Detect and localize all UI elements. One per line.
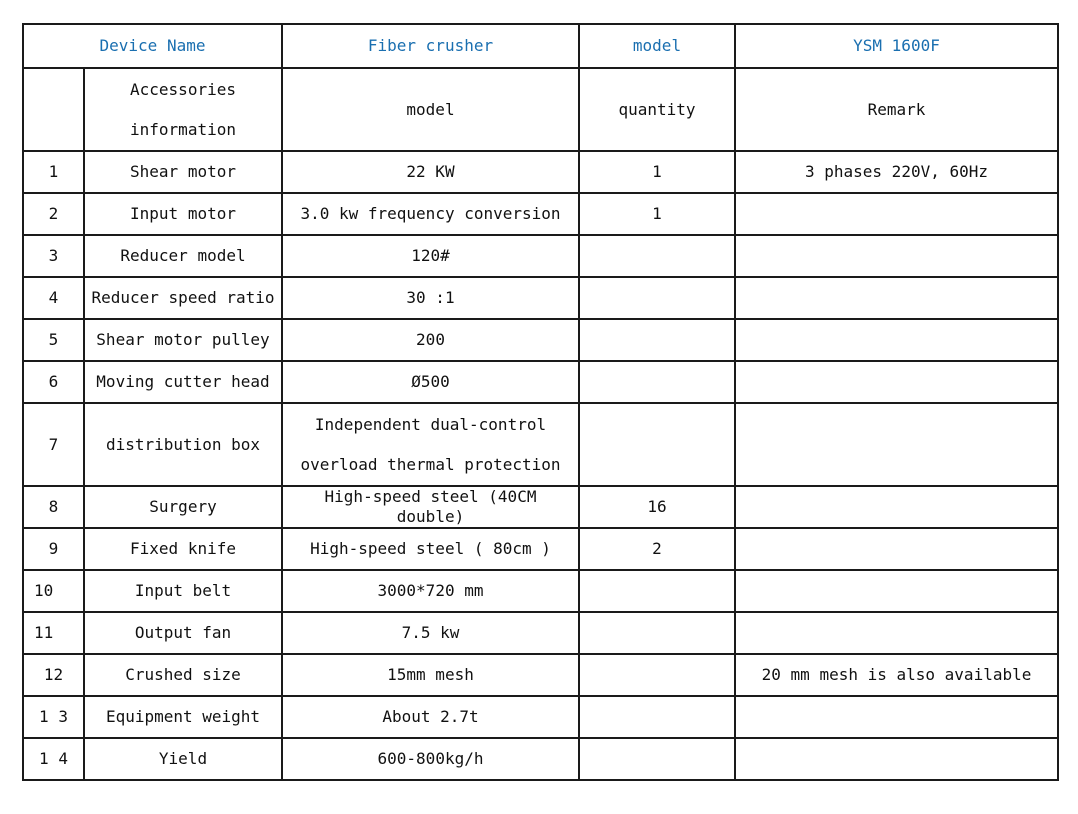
subheader-row xyxy=(23,68,1058,151)
row-item: Yield xyxy=(84,738,282,780)
row-model: 15mm mesh xyxy=(282,654,579,696)
row-quantity xyxy=(579,738,735,780)
row-number: 10 xyxy=(23,570,84,612)
table-row xyxy=(23,570,1058,612)
row-number: 1 xyxy=(23,151,84,193)
row-quantity: 1 xyxy=(579,193,735,235)
row-quantity xyxy=(579,319,735,361)
row-remark xyxy=(735,696,1058,738)
table-row xyxy=(23,151,1058,193)
row-model: 22 KW xyxy=(282,151,579,193)
spec-table xyxy=(22,23,1059,781)
row-number: 4 xyxy=(23,277,84,319)
row-item: Reducer model xyxy=(84,235,282,277)
row-item: Crushed size xyxy=(84,654,282,696)
row-model: 600-800kg/h xyxy=(282,738,579,780)
row-quantity xyxy=(579,612,735,654)
row-model: Ø500 xyxy=(282,361,579,403)
row-item: Equipment weight xyxy=(84,696,282,738)
row-quantity xyxy=(579,403,735,486)
row-number: 7 xyxy=(23,403,84,486)
number-header xyxy=(23,68,84,151)
row-item: distribution box xyxy=(84,403,282,486)
row-model: 30 :1 xyxy=(282,277,579,319)
row-quantity: 2 xyxy=(579,528,735,570)
row-remark xyxy=(735,486,1058,528)
row-model: High-speed steel (40CM double) xyxy=(282,486,579,528)
model-label: model xyxy=(579,24,735,68)
row-model: 3000*720 mm xyxy=(282,570,579,612)
device-name-label: Device Name xyxy=(23,24,282,68)
accessories-header-line1: Accessories xyxy=(130,79,236,99)
row-remark: 3 phases 220V, 60Hz xyxy=(735,151,1058,193)
accessories-header xyxy=(84,68,282,151)
row-quantity xyxy=(579,277,735,319)
row-remark xyxy=(735,738,1058,780)
table-row xyxy=(23,193,1058,235)
row-model: About 2.7t xyxy=(282,696,579,738)
row-number: 3 xyxy=(23,235,84,277)
table-row xyxy=(23,612,1058,654)
row-number: 1 3 xyxy=(23,696,84,738)
device-name-value: Fiber crusher xyxy=(282,24,579,68)
row-number: 1 4 xyxy=(23,738,84,780)
table-row xyxy=(23,486,1058,528)
quantity-header: quantity xyxy=(579,68,735,151)
row-quantity: 16 xyxy=(579,486,735,528)
row-number: 11 xyxy=(23,612,84,654)
row-item: Reducer speed ratio xyxy=(84,277,282,319)
row-quantity: 1 xyxy=(579,151,735,193)
table-row xyxy=(23,696,1058,738)
row-item: Shear motor pulley xyxy=(84,319,282,361)
row-item: Moving cutter head xyxy=(84,361,282,403)
row-model-line1: Independent dual-control xyxy=(314,414,547,434)
row-remark xyxy=(735,319,1058,361)
row-item: Input motor xyxy=(84,193,282,235)
row-remark xyxy=(735,361,1058,403)
row-number: 9 xyxy=(23,528,84,570)
row-item: Fixed knife xyxy=(84,528,282,570)
table-row xyxy=(23,277,1058,319)
row-number: 2 xyxy=(23,193,84,235)
table-row xyxy=(23,403,1058,486)
row-remark xyxy=(735,570,1058,612)
model-value: YSM 1600F xyxy=(735,24,1058,68)
row-number: 6 xyxy=(23,361,84,403)
row-item: Surgery xyxy=(84,486,282,528)
table-row xyxy=(23,319,1058,361)
row-remark xyxy=(735,235,1058,277)
row-remark xyxy=(735,528,1058,570)
row-quantity xyxy=(579,696,735,738)
remark-header: Remark xyxy=(735,68,1058,151)
accessories-header-line2: information xyxy=(130,119,236,139)
row-model: 200 xyxy=(282,319,579,361)
row-number: 5 xyxy=(23,319,84,361)
row-quantity xyxy=(579,654,735,696)
table-row xyxy=(23,654,1058,696)
row-quantity xyxy=(579,361,735,403)
row-item: Input belt xyxy=(84,570,282,612)
row-remark xyxy=(735,612,1058,654)
row-remark xyxy=(735,403,1058,486)
row-item: Output fan xyxy=(84,612,282,654)
row-number: 12 xyxy=(23,654,84,696)
row-quantity xyxy=(579,235,735,277)
row-remark: 20 mm mesh is also available xyxy=(735,654,1058,696)
row-model: 120# xyxy=(282,235,579,277)
table-row xyxy=(23,235,1058,277)
row-model: High-speed steel ( 80cm ) xyxy=(282,528,579,570)
row-number: 8 xyxy=(23,486,84,528)
row-model: 7.5 kw xyxy=(282,612,579,654)
row-model xyxy=(282,403,579,486)
row-quantity xyxy=(579,570,735,612)
row-remark xyxy=(735,277,1058,319)
row-item: Shear motor xyxy=(84,151,282,193)
table-row xyxy=(23,361,1058,403)
row-remark xyxy=(735,193,1058,235)
table-row xyxy=(23,528,1058,570)
table-row xyxy=(23,738,1058,780)
row-model: 3.0 kw frequency conversion xyxy=(282,193,579,235)
header-row xyxy=(23,24,1058,68)
row-model-line2: overload thermal protection xyxy=(300,454,561,474)
model-header: model xyxy=(282,68,579,151)
